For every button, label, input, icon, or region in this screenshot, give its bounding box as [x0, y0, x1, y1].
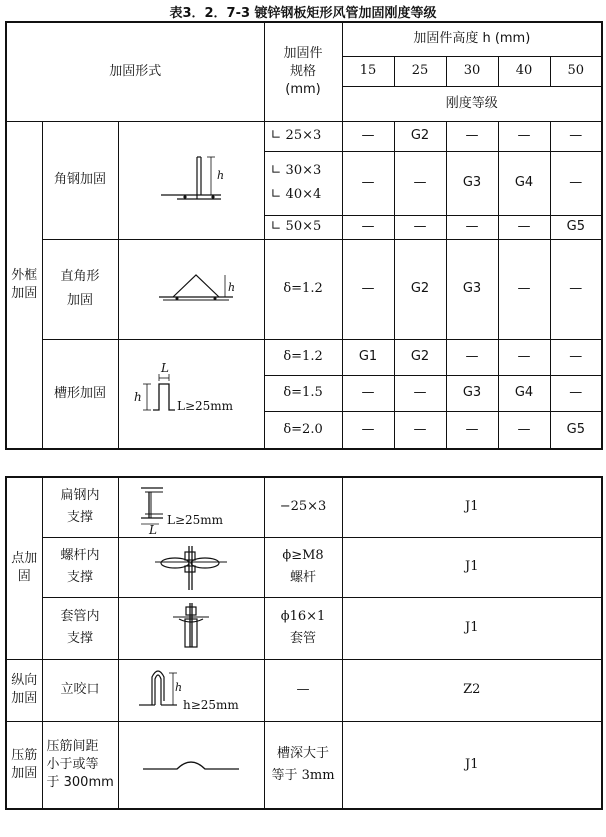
- channel-label: 槽形加固: [42, 339, 118, 449]
- grade-cell: Z2: [342, 659, 602, 721]
- grade-cell: —: [394, 411, 446, 449]
- seam-height-note: h≥25mm: [183, 698, 239, 712]
- table-row: [6, 239, 602, 339]
- header-rigidity: 刚度等级: [342, 86, 602, 121]
- group-point: [6, 477, 42, 659]
- angle-diagram: [118, 121, 264, 239]
- label-line: 于 300mm: [46, 774, 114, 790]
- spec-line: ∟ 30×3: [270, 163, 322, 178]
- spec-cell: δ=1.2: [264, 339, 342, 375]
- spec-line: ϕ≥M8: [282, 548, 324, 563]
- grade-cell: —: [550, 339, 602, 375]
- sleeve-diagram-cell: [118, 597, 264, 659]
- label-line: 支撑: [66, 510, 93, 526]
- height-value: 15: [342, 56, 394, 86]
- group-label-line: 加固: [11, 765, 38, 781]
- label-line: 支撑: [66, 631, 93, 646]
- height-value: 40: [498, 56, 550, 86]
- grade-cell: —: [550, 121, 602, 151]
- group-outer-frame: [6, 121, 42, 449]
- group-rib: [6, 721, 42, 809]
- grade-cell: —: [342, 411, 394, 449]
- flat-l-label: L: [149, 523, 157, 537]
- spec-cell: δ=1.2: [264, 239, 342, 339]
- spec-cell: ∟ 50×5: [264, 215, 342, 239]
- grade-cell: —: [498, 239, 550, 339]
- label-line: 扁钢内: [60, 488, 100, 504]
- grade-cell: —: [550, 151, 602, 215]
- table-row: [6, 721, 602, 809]
- group-label-line: 加固: [11, 285, 38, 301]
- sleeve-diagram: [119, 599, 263, 657]
- spec-line: 槽深大于: [276, 745, 329, 761]
- grade-cell: —: [342, 215, 394, 239]
- right-angle-label: [42, 239, 118, 339]
- group-label-line: 固: [17, 569, 31, 585]
- height-value: 25: [394, 56, 446, 86]
- spec-line: 套管: [289, 631, 316, 646]
- bolt-diagram: [119, 538, 263, 596]
- group-label-line: 加固: [11, 691, 38, 706]
- table-title: 表3．2．7-3 镀锌钢板矩形风管加固刚度等级: [169, 6, 437, 21]
- label-line: 直角形: [60, 269, 100, 284]
- grade-cell: —: [342, 239, 394, 339]
- table-row: [6, 537, 602, 597]
- grade-cell: —: [342, 375, 394, 411]
- grade-cell: —: [394, 151, 446, 215]
- table-row: [6, 659, 602, 721]
- grade-cell: —: [498, 215, 550, 239]
- group-label-line: 外框: [11, 267, 38, 283]
- grade-cell: —: [446, 215, 498, 239]
- label-line: 小于或等: [46, 756, 99, 772]
- table-row: [6, 121, 602, 151]
- label-line: 压筋间距: [46, 738, 99, 754]
- lower-table: [5, 476, 603, 810]
- flat-steel-label: [42, 477, 118, 537]
- height-value: 30: [446, 56, 498, 86]
- spec-cell: δ=1.5: [264, 375, 342, 411]
- spec-cell: [264, 151, 342, 215]
- height-value: 50: [550, 56, 602, 86]
- label-line: 螺杆内: [60, 548, 100, 563]
- spec-cell: [264, 597, 342, 659]
- spec-cell: —: [264, 659, 342, 721]
- label-line: 套管内: [60, 609, 100, 624]
- header-spec-line: 加固件: [283, 45, 323, 61]
- channel-length-note: L≥25mm: [177, 398, 234, 413]
- right-angle-diagram: [121, 259, 261, 319]
- grade-cell: —: [342, 151, 394, 215]
- grade-cell: G5: [550, 411, 602, 449]
- grade-cell: J1: [342, 537, 602, 597]
- standing-seam-diagram: [119, 661, 263, 719]
- label-line: 加固: [66, 293, 93, 308]
- group-label-line: 点加: [11, 551, 38, 567]
- table-row: [6, 339, 602, 375]
- group-label-line: 纵向: [11, 673, 38, 688]
- header-spec-line: (mm): [285, 81, 321, 97]
- right-angle-diagram-cell: [118, 239, 264, 339]
- grade-cell: G2: [394, 239, 446, 339]
- grade-cell: —: [394, 375, 446, 411]
- flat-length-note: L≥25mm: [167, 513, 224, 528]
- grade-cell: —: [394, 215, 446, 239]
- spec-line: 等于 3mm: [271, 767, 335, 783]
- grade-cell: G3: [446, 151, 498, 215]
- bolt-diagram-cell: [118, 537, 264, 597]
- spec-cell: [264, 721, 342, 809]
- header-spec-line: 规格: [290, 63, 317, 79]
- grade-cell: J1: [342, 597, 602, 659]
- svg-text:h: h: [217, 169, 225, 182]
- spec-line: ϕ16×1: [280, 609, 326, 624]
- grade-cell: —: [498, 411, 550, 449]
- channel-h-label: h: [134, 389, 142, 404]
- angle-label: 角钢加固: [42, 121, 118, 239]
- spec-cell: ∟ 25×3: [264, 121, 342, 151]
- spec-cell: δ=2.0: [264, 411, 342, 449]
- seam-h-label: h: [175, 681, 183, 694]
- rib-label: [42, 721, 118, 809]
- spec-cell: −25×3: [264, 477, 342, 537]
- flat-steel-diagram: [119, 478, 263, 536]
- rib-diagram-cell: [118, 721, 264, 809]
- grade-cell: —: [446, 121, 498, 151]
- outer-frame-table: [5, 21, 603, 450]
- channel-l-label: L: [161, 360, 169, 375]
- grade-cell: G2: [394, 121, 446, 151]
- grade-cell: —: [498, 121, 550, 151]
- label-line: 支撑: [66, 570, 93, 585]
- grade-cell: J1: [342, 721, 602, 809]
- grade-cell: G2: [394, 339, 446, 375]
- grade-cell: —: [446, 339, 498, 375]
- grade-cell: —: [498, 339, 550, 375]
- seam-label: 立咬口: [42, 659, 118, 721]
- spec-line: 螺杆: [289, 570, 316, 585]
- channel-diagram-cell: [118, 339, 264, 449]
- grade-cell: G3: [446, 239, 498, 339]
- header-form: 加固形式: [6, 22, 264, 121]
- table-row: [6, 477, 602, 537]
- grade-cell: G5: [550, 215, 602, 239]
- grade-cell: —: [550, 375, 602, 411]
- grade-cell: G1: [342, 339, 394, 375]
- sleeve-label: [42, 597, 118, 659]
- grade-cell: G3: [446, 375, 498, 411]
- grade-cell: J1: [342, 477, 602, 537]
- grade-cell: —: [550, 239, 602, 339]
- angle-steel-diagram: [121, 135, 261, 225]
- flat-steel-diagram-cell: [118, 477, 264, 537]
- table-row: [6, 597, 602, 659]
- header-spec: [264, 22, 342, 121]
- header-height: 加固件高度 h (mm): [342, 22, 602, 56]
- grade-cell: G4: [498, 375, 550, 411]
- grade-cell: G4: [498, 151, 550, 215]
- group-label-line: 压筋: [11, 747, 38, 763]
- seam-diagram-cell: [118, 659, 264, 721]
- group-longitudinal: [6, 659, 42, 721]
- bolt-label: [42, 537, 118, 597]
- rib-diagram: [119, 745, 263, 785]
- grade-cell: —: [342, 121, 394, 151]
- grade-cell: —: [446, 411, 498, 449]
- svg-text:h: h: [228, 281, 236, 294]
- spec-cell: [264, 537, 342, 597]
- channel-diagram: [119, 354, 263, 434]
- spec-line: ∟ 40×4: [270, 187, 322, 202]
